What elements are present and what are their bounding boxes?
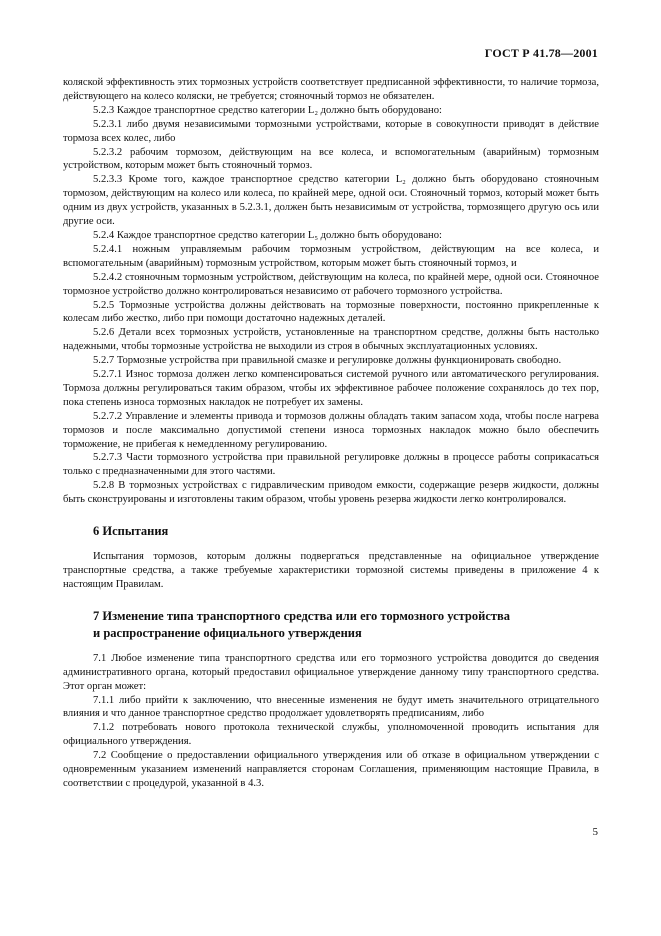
paragraphs-section-7 [63,652,599,791]
page-number: 5 [592,826,598,838]
section-6-heading: 6 Испытания [93,524,169,539]
paragraphs-section-5 [63,76,599,507]
paragraph: 5.2.3.1 либо двумя независимыми тормозными устройствами, которые в совокупности приводят в действие тормоза всех колес, либо [63,118,599,144]
paragraph: 7.1.2 потребовать нового протокола технической службы, уполномоченной проводить испытания для официального утверждения. [63,722,599,748]
paragraph: 5.2.8 В тормозных устройствах с гидравлическим приводом емкости, содержащие резерв жидкости, должны быть сконструированы и изготовлены таким образом, чтобы уровень резерва жидкости легко контролировался. [63,480,599,506]
paragraph: 7.1 Любое изменение типа транспортного средства или его тормозного устройства доводится до сведения административного органа, который предоставил официальное утверждение данному типу транспортного средства. Этот орган может: [63,652,599,692]
paragraph: 7.1.1 либо прийти к заключению, что внесенные изменения не будут иметь значительного отрицательного влияния и что данное транспортное средство продолжает удовлетворять предписаниям, либо [63,694,599,720]
paragraph: 5.2.7.1 Износ тормоза должен легко компенсироваться системой ручного или автоматического регулирования. Тормоза должны регулироваться таким образом, чтобы их эффективное рабочее положение сохранялось до тех пор, пока степень износа тормозных накладок не потребует их замены. [63,369,599,408]
paragraph: коляской эффективность этих тормозных устройств соответствует предписанной эффективности, то наличие тормоза, действующего на колесо коляски, не требуется; стояночный тормоз не обязателен. [63,77,599,102]
paragraph: 5.2.3 Каждое транспортное средство категории L₂ должно быть оборудовано: [93,104,442,116]
paragraph: 5.2.7.2 Управление и элементы привода и тормозов должны обладать таким запасом хода, чтобы после нагрева тормозов и после максимально допустимой степени износа тормозных накладок можно было обеспечить торможение, не прибегая к немедленному регулированию. [63,410,599,450]
section-7-heading-line-2: и распространение официального утверждения [93,625,362,640]
paragraph: 5.2.3.3 Кроме того, каждое транспортное средство категории L₂ должно быть оборудовано стояночным тормозом, действующим на колесо или колеса, по крайней мере, одной оси. Стояночный тормоз, который может быть одним из двух устройств, указанных в 5.2.3.1, должен быть независимым от устройства, тормозящего другую ось или другие оси. [63,174,599,228]
paragraph: 5.2.3.2 рабочим тормозом, действующим на все колеса, и вспомогательным (аварийным) тормозным устройством, которым может быть стояночный тормоз. [63,146,599,172]
section-7-heading-line-1: 7 Изменение типа транспортного средства или его тормозного устройства [93,608,511,623]
paragraph: 5.2.6 Детали всех тормозных устройств, установленные на транспортном средстве, должны быть настолько надежными, чтобы тормозные устройства не выходили из строя в обычных эксплуатационных условиях. [63,327,599,353]
document-header: ГОСТ Р 41.78—2001 [484,46,598,60]
paragraph: 5.2.7.3 Части тормозного устройства при правильной регулировке должны в процессе работы соприкасаться только с предназначенными для этого частями. [63,452,599,478]
paragraph: 5.2.5 Тормозные устройства должны действовать на тормозные поверхности, постоянно прикрепленные к колесам либо жестко, либо при помощи достаточно надежных деталей. [63,299,599,325]
paragraph: 5.2.7 Тормозные устройства при правильной смазке и регулировке должны функционировать свободно. [93,355,562,367]
document-body [63,76,599,791]
paragraph: 5.2.4.2 стояночным тормозным устройством, действующим на колеса, по крайней мере, одной оси. Стояночное тормозное устройство должно контролироваться независимо от рабочего тормозного устройства. [63,271,599,297]
paragraph: 5.2.4 Каждое транспортное средство категории L₅ должно быть оборудовано: [93,229,442,241]
paragraph: 5.2.4.1 ножным управляемым рабочим тормозным устройством, действующим на все колеса, и вспомогательным (аварийным) тормозным устройством, которым может быть стояночный тормоз, и [63,243,599,269]
section-6-text: Испытания тормозов, которым должны подвергаться представленные на официальное утверждение транспортные средства, а также требуемые характеристики тормозной системы приведены в приложение 4 к настоящим Правилам. [63,551,599,590]
paragraph: 7.2 Сообщение о предоставлении официального утверждения или об отказе в официальном утверждении с одновременным указанием изменений направляется сторонам Соглашения, применяющим настоящие Правила, в соответствии с процедурой, указанной в 4.3. [63,750,599,789]
section-7-heading [63,608,599,642]
